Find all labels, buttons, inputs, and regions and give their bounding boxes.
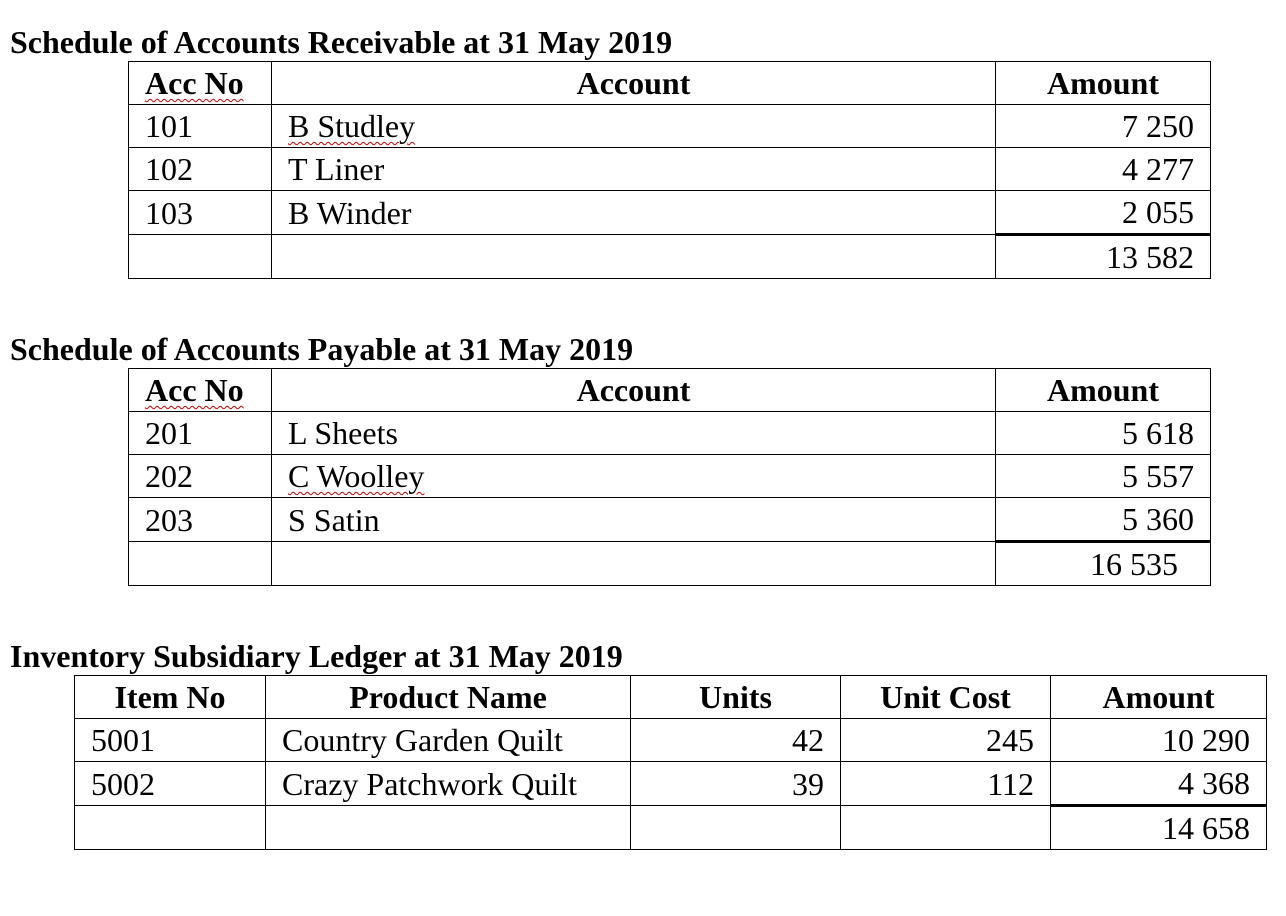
total-row xyxy=(129,235,1211,279)
acc-no-header: Acc No xyxy=(129,369,272,412)
units-header: Units xyxy=(631,676,841,719)
item-no-header: Item No xyxy=(75,676,266,719)
amount-cell: 7 250 xyxy=(996,105,1211,148)
account-header: Account xyxy=(272,369,996,412)
amount-cell: 5 618 xyxy=(996,412,1211,455)
receivable-table xyxy=(128,61,1211,279)
inventory-title: Inventory Subsidiary Ledger at 31 May 2019 xyxy=(10,638,623,674)
receivable-total: 13 582 xyxy=(996,235,1211,279)
amount-header: Amount xyxy=(996,62,1211,105)
inventory-header-row xyxy=(75,676,1267,719)
account-cell: C Woolley xyxy=(272,455,996,498)
empty-cell xyxy=(631,806,841,850)
receivable-title: Schedule of Accounts Receivable at 31 May 2019 xyxy=(10,24,673,60)
acc-no-cell: 201 xyxy=(129,412,272,455)
amount-header: Amount xyxy=(996,369,1211,412)
payable-header-row xyxy=(129,369,1211,412)
table-row xyxy=(75,719,1267,762)
inventory-table xyxy=(74,675,1267,850)
amount-cell: 10 290 xyxy=(1051,719,1267,762)
unit-cost-cell: 112 xyxy=(841,762,1051,806)
amount-cell: 4 368 xyxy=(1051,762,1267,806)
unit-cost-header: Unit Cost xyxy=(841,676,1051,719)
amount-cell: 5 557 xyxy=(996,455,1211,498)
table-row xyxy=(75,762,1267,806)
product-name-cell: Crazy Patchwork Quilt xyxy=(266,762,631,806)
account-cell: T Liner xyxy=(272,148,996,191)
table-row xyxy=(129,498,1211,542)
amount-header: Amount xyxy=(1051,676,1267,719)
empty-cell xyxy=(272,542,996,586)
inventory-total: 14 658 xyxy=(1051,806,1267,850)
empty-cell xyxy=(129,235,272,279)
account-cell: L Sheets xyxy=(272,412,996,455)
table-row xyxy=(129,148,1211,191)
units-cell: 42 xyxy=(631,719,841,762)
payable-table xyxy=(128,368,1211,586)
payable-title: Schedule of Accounts Payable at 31 May 2019 xyxy=(10,331,634,367)
acc-no-cell: 203 xyxy=(129,498,272,542)
unit-cost-cell: 245 xyxy=(841,719,1051,762)
account-header: Account xyxy=(272,62,996,105)
total-row xyxy=(75,806,1267,850)
table-row xyxy=(129,105,1211,148)
account-cell: B Studley xyxy=(272,105,996,148)
product-name-header: Product Name xyxy=(266,676,631,719)
account-cell: S Satin xyxy=(272,498,996,542)
amount-cell: 4 277 xyxy=(996,148,1211,191)
table-row xyxy=(129,455,1211,498)
empty-cell xyxy=(841,806,1051,850)
acc-no-header: Acc No xyxy=(129,62,272,105)
item-no-cell: 5001 xyxy=(75,719,266,762)
item-no-cell: 5002 xyxy=(75,762,266,806)
total-row xyxy=(129,542,1211,586)
acc-no-cell: 202 xyxy=(129,455,272,498)
empty-cell xyxy=(129,542,272,586)
acc-no-cell: 102 xyxy=(129,148,272,191)
product-name-cell: Country Garden Quilt xyxy=(266,719,631,762)
table-row xyxy=(129,191,1211,235)
amount-cell: 2 055 xyxy=(996,191,1211,235)
acc-no-cell: 103 xyxy=(129,191,272,235)
amount-cell: 5 360 xyxy=(996,498,1211,542)
account-cell: B Winder xyxy=(272,191,996,235)
table-row xyxy=(129,412,1211,455)
acc-no-cell: 101 xyxy=(129,105,272,148)
payable-total: 16 535 xyxy=(996,542,1211,586)
empty-cell xyxy=(266,806,631,850)
receivable-header-row xyxy=(129,62,1211,105)
empty-cell xyxy=(272,235,996,279)
empty-cell xyxy=(75,806,266,850)
units-cell: 39 xyxy=(631,762,841,806)
